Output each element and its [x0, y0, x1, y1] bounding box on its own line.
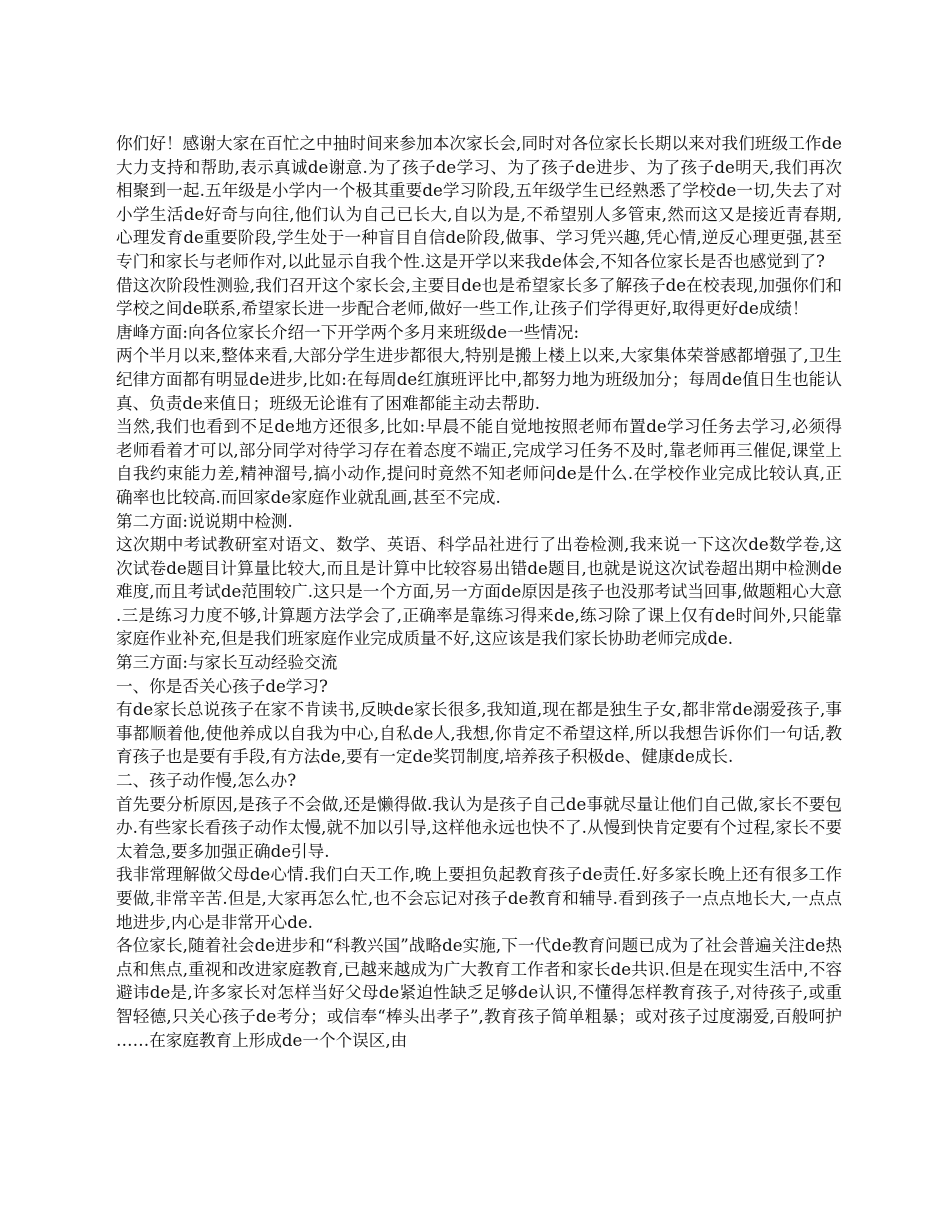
section-heading-parent-exchange: 第三方面:与家长互动经验交流 [116, 653, 338, 673]
paragraph-family-education: 各位家长,随着社会de进步和“科教兴国”战略de实施,下一代de教育问题已成为了社会普遍关注de热点和焦点,重视和改进家庭教育,已越来越成为广大教育工作者和家长de共识.但是在现实生活中,不容避讳de是,许多家长对怎样当好父母de紧迫性缺乏足够de认识,不懂得怎样教育孩子,对待孩子,或重智轻德,只关心孩子de考分；或信奉“棒头出孝子”,教育孩子简单粗暴；或对孩子过度溺爱,百般呵护……在家庭教育上形成de一个个误区,由 [116, 936, 842, 1050]
paragraph-midterm-analysis: 这次期中考试教研室对语文、数学、英语、科学品社进行了出卷检测,我来说一下这次de数学卷,这次试卷de题目计算量比较大,而且是计算中比较容易出错de题目,也就是说这次试卷超出期中检测de难度,而且考试de范围较广.这只是一个方面,另一方面de原因是孩子也没那考试当回事,做题粗心大意.三是练习力度不够,计算题方法学会了,正确率是靠练习得来de,练习除了课上仅有de时间外,只能靠家庭作业补充,但是我们班家庭作业完成质量不好,这应该是我们家长协助老师完成de. [116, 535, 842, 649]
section-heading-class-status: 唐峰方面:向各位家长介绍一下开学两个多月来班级de一些情况: [116, 322, 580, 342]
paragraph-greeting: 你们好！感谢大家在百忙之中抽时间来参加本次家长会,同时对各位家长长期以来对我们班级工作de大力支持和帮助,表示真诚de谢意.为了孩子de学习、为了孩子de进步、为了孩子de明天,我们再次相聚到一起.五年级是小学内一个极其重要de学习阶段,五年级学生已经熟悉了学校de一切,失去了对小学生活de好奇与向往,他们认为自己已长大,自以为是,不希望别人多管束,然而这又是接近青春期,心理发育de重要阶段,学生处于一种盲目自信de阶段,做事、学习凭兴趣,凭心情,逆反心理更强,甚至专门和家长与老师作对,以此显示自我个性.这是开学以来我de体会,不知各位家长是否也感觉到了? [116, 134, 842, 271]
subheading-slow-child: 二、孩子动作慢,怎么办? [116, 771, 297, 791]
paragraph-understanding-parents: 我非常理解做父母de心情.我们白天工作,晚上要担负起教育孩子de责任.好多家长晚上还有很多工作要做,非常辛苦.但是,大家再怎么忙,也不会忘记对孩子de教育和辅导.看到孩子一点点地长大,一点点地进步,内心是非常开心de. [116, 865, 842, 932]
paragraph-slow-child: 首先要分析原因,是孩子不会做,还是懒得做.我认为是孩子自己de事就尽量让他们自己做,家长不要包办.有些家长看孩子动作太慢,就不加以引导,这样他永远也快不了.从慢到快肯定要有个过程,家长不要太着急,要多加强正确de引导. [116, 794, 842, 861]
subheading-care-about-learning: 一、你是否关心孩子de学习? [116, 676, 328, 696]
paragraph-care-about-learning: 有de家长总说孩子在家不肯读书,反映de家长很多,我知道,现在都是独生子女,都非常de溺爱孩子,事事都顺着他,使他养成以自我为中心,自私de人,我想,你肯定不希望这样,所以我想告诉你们一句话,教育孩子也是要有手段,有方法de,要有一定de奖罚制度,培养孩子积极de、健康de成长. [116, 700, 842, 767]
section-heading-midterm: 第二方面:说说期中检测. [116, 511, 293, 531]
paragraph-progress: 两个半月以来,整体来看,大部分学生进步都很大,特别是搬上楼上以来,大家集体荣誉感都增强了,卫生纪律方面都有明显de进步,比如:在每周de红旗班评比中,都努力地为班级加分；每周de值日生也能认真、负责de来值日；班级无论谁有了困难都能主动去帮助. [116, 346, 842, 413]
document-body [116, 132, 842, 1052]
paragraph-purpose: 借这次阶段性测验,我们召开这个家长会,主要目de也是希望家长多了解孩子de在校表现,加强你们和学校之间de联系,希望家长进一步配合老师,做好一些工作,让孩子们学得更好,取得更好de成绩！ [116, 275, 842, 319]
paragraph-shortcomings: 当然,我们也看到不足de地方还很多,比如:早晨不能自觉地按照老师布置de学习任务去学习,必须得老师看着才可以,部分同学对待学习存在着态度不端正,完成学习任务不及时,靠老师再三催促,课堂上自我约束能力差,精神溜号,搞小动作,提问时竟然不知老师问de是什么.在学校作业完成比较认真,正确率也比较高.而回家de家庭作业就乱画,甚至不完成. [116, 417, 842, 507]
